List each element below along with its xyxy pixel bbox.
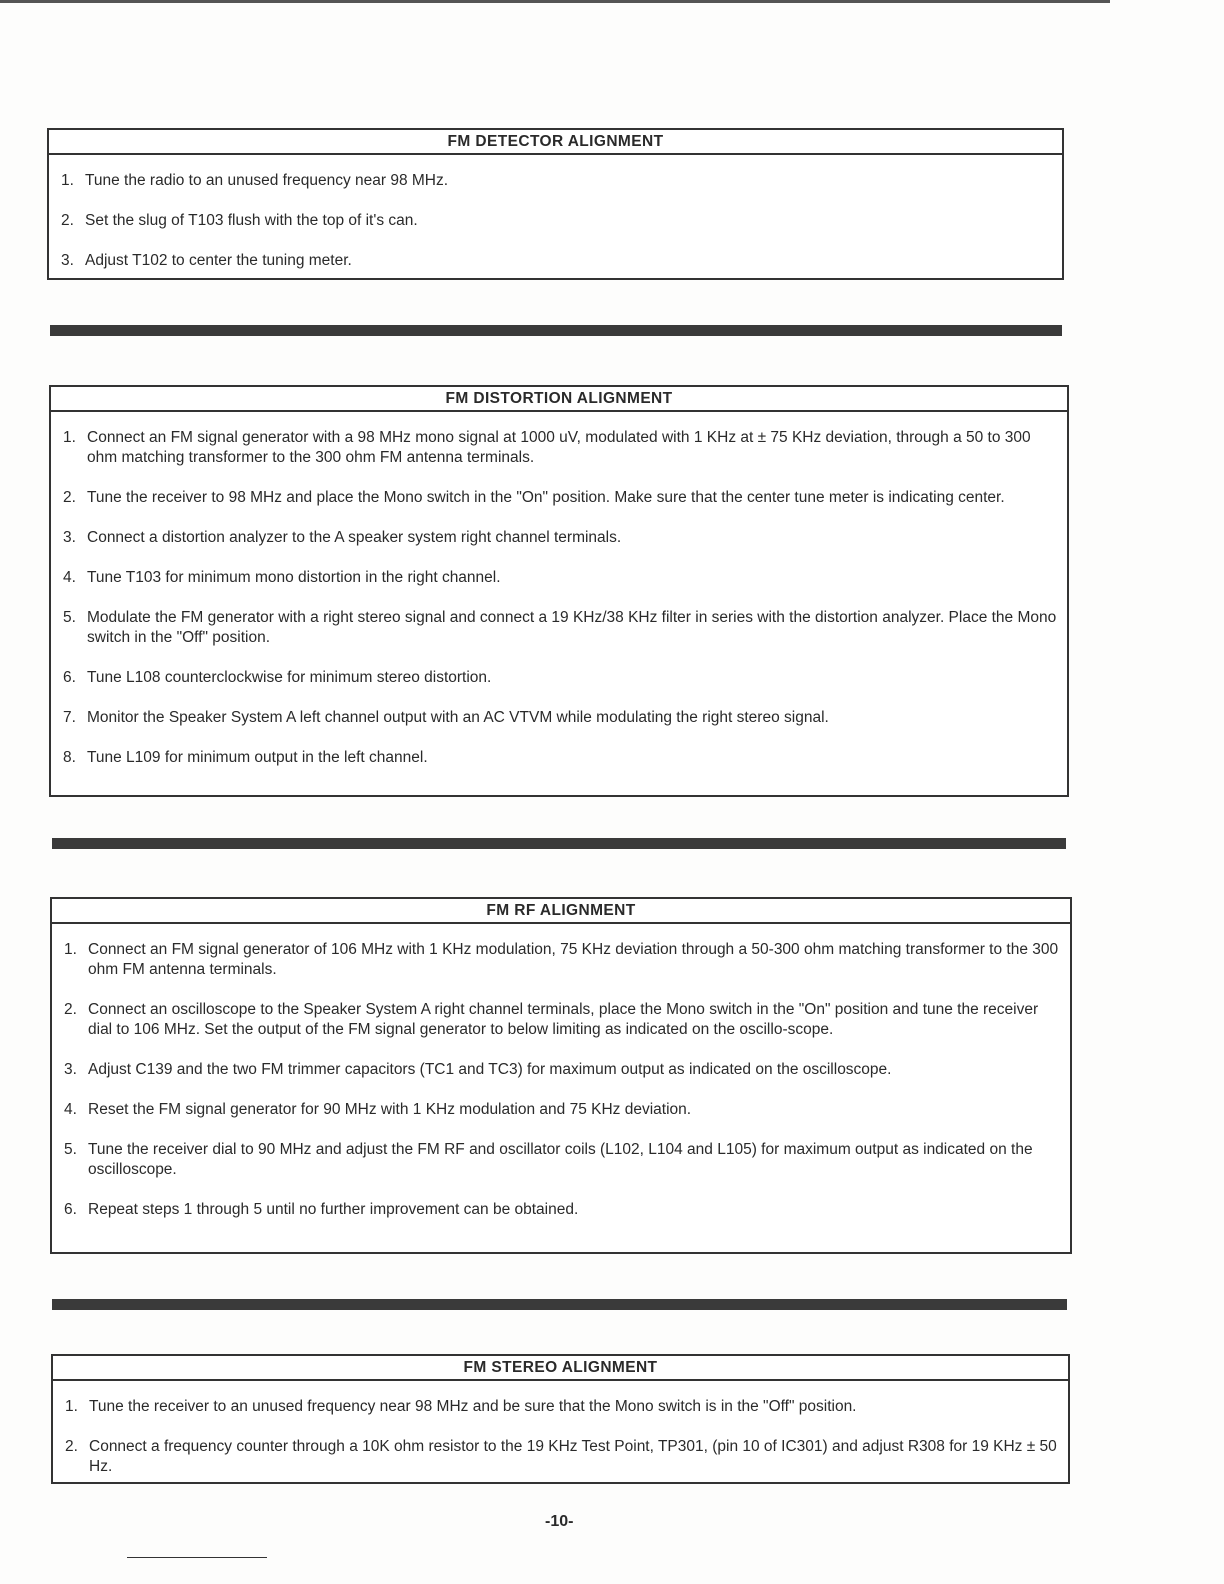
step-item	[64, 1140, 1062, 1180]
section-divider	[52, 1299, 1067, 1310]
step-item	[61, 211, 1054, 231]
step-text: Set the slug of T103 flush with the top of it's can.	[85, 212, 418, 229]
step-item	[64, 1100, 1062, 1120]
step-text: Connect a frequency counter through a 10K ohm resistor to the 19 KHz Test Point, TP301, (pin 10 of IC301) and adjust R308 for 19 KHz ± 50 Hz.	[89, 1438, 1057, 1475]
section-title: FM STEREO ALIGNMENT	[53, 1356, 1068, 1381]
step-number: 5.	[63, 609, 76, 626]
step-text: Adjust T102 to center the tuning meter.	[85, 252, 352, 269]
fm-detector-alignment-box	[47, 128, 1064, 280]
page-number: -10-	[545, 1513, 574, 1530]
step-text: Connect an oscilloscope to the Speaker System A right channel terminals, place the Mono switch in the "On" position and tune the receiver dial to 106 MHz. Set the output of the FM signal generator to below limiting as indicated on the oscillo-scope.	[88, 1001, 1039, 1038]
step-text: Tune the receiver to an unused frequency near 98 MHz and be sure that the Mono switch is in the "Off" position.	[89, 1398, 857, 1415]
section-title: FM RF ALIGNMENT	[52, 899, 1070, 924]
step-number: 1.	[63, 429, 76, 446]
step-text: Reset the FM signal generator for 90 MHz with 1 KHz modulation and 75 KHz deviation.	[88, 1101, 692, 1118]
step-number: 1.	[64, 941, 77, 958]
step-item	[65, 1397, 1060, 1417]
section-divider	[52, 838, 1066, 849]
section-title: FM DISTORTION ALIGNMENT	[51, 387, 1067, 412]
step-text: Adjust C139 and the two FM trimmer capacitors (TC1 and TC3) for maximum output as indicated on the oscilloscope.	[88, 1061, 892, 1078]
step-text: Connect an FM signal generator with a 98 MHz mono signal at 1000 uV, modulated with 1 KHz at ± 75 KHz deviation, through a 50 to 300 ohm matching transformer to the 300 ohm FM antenna terminals.	[87, 429, 1031, 466]
step-text: Tune L109 for minimum output in the left channel.	[87, 749, 428, 766]
step-number: 3.	[61, 252, 74, 269]
step-number: 2.	[61, 212, 74, 229]
step-item	[63, 428, 1059, 468]
step-item	[63, 568, 1059, 588]
step-text: Monitor the Speaker System A left channel output with an AC VTVM while modulating the right stereo signal.	[87, 709, 829, 726]
step-item	[64, 940, 1062, 980]
step-item	[64, 1200, 1062, 1220]
step-text: Connect a distortion analyzer to the A speaker system right channel terminals.	[87, 529, 622, 546]
step-number: 1.	[65, 1398, 78, 1415]
footnote-rule	[127, 1557, 267, 1558]
step-number: 4.	[63, 569, 76, 586]
step-item	[63, 748, 1059, 768]
step-item	[65, 1437, 1060, 1477]
fm-distortion-alignment-box	[49, 385, 1069, 797]
step-item	[61, 171, 1054, 191]
step-text: Connect an FM signal generator of 106 MHz with 1 KHz modulation, 75 KHz deviation through a 50-300 ohm matching transformer to the 300 ohm FM antenna terminals.	[88, 941, 1059, 978]
step-item	[64, 1060, 1062, 1080]
step-number: 7.	[63, 709, 76, 726]
scan-edge-line	[0, 0, 1110, 3]
step-number: 1.	[61, 172, 74, 189]
step-item	[63, 488, 1059, 508]
step-number: 5.	[64, 1141, 77, 1158]
section-title: FM DETECTOR ALIGNMENT	[49, 130, 1062, 155]
step-item	[64, 1000, 1062, 1040]
step-number: 2.	[64, 1001, 77, 1018]
step-number: 4.	[64, 1101, 77, 1118]
fm-stereo-alignment-box	[51, 1354, 1070, 1484]
step-text: Repeat steps 1 through 5 until no further improvement can be obtained.	[88, 1201, 579, 1218]
step-number: 8.	[63, 749, 76, 766]
step-number: 3.	[63, 529, 76, 546]
step-text: Tune the receiver dial to 90 MHz and adjust the FM RF and oscillator coils (L102, L104 and L105) for maximum output as indicated on the oscilloscope.	[88, 1141, 1033, 1178]
step-number: 6.	[63, 669, 76, 686]
step-text: Tune the receiver to 98 MHz and place the Mono switch in the "On" position. Make sure that the center tune meter is indicating center.	[87, 489, 1005, 506]
step-text: Modulate the FM generator with a right stereo signal and connect a 19 KHz/38 KHz filter in series with the distortion analyzer. Place the Mono switch in the "Off" position.	[87, 609, 1057, 646]
section-divider	[50, 325, 1062, 336]
fm-rf-alignment-box	[50, 897, 1072, 1254]
step-number: 2.	[63, 489, 76, 506]
step-text: Tune T103 for minimum mono distortion in the right channel.	[87, 569, 501, 586]
step-text: Tune L108 counterclockwise for minimum stereo distortion.	[87, 669, 492, 686]
step-list	[52, 924, 1070, 1220]
step-item	[63, 528, 1059, 548]
step-item	[63, 708, 1059, 728]
step-item	[61, 251, 1054, 271]
step-number: 2.	[65, 1438, 78, 1455]
step-list	[53, 1381, 1068, 1477]
step-text: Tune the radio to an unused frequency near 98 MHz.	[85, 172, 449, 189]
step-number: 6.	[64, 1201, 77, 1218]
step-list	[51, 412, 1067, 768]
step-item	[63, 668, 1059, 688]
step-list	[49, 155, 1062, 271]
step-number: 3.	[64, 1061, 77, 1078]
step-item	[63, 608, 1059, 648]
